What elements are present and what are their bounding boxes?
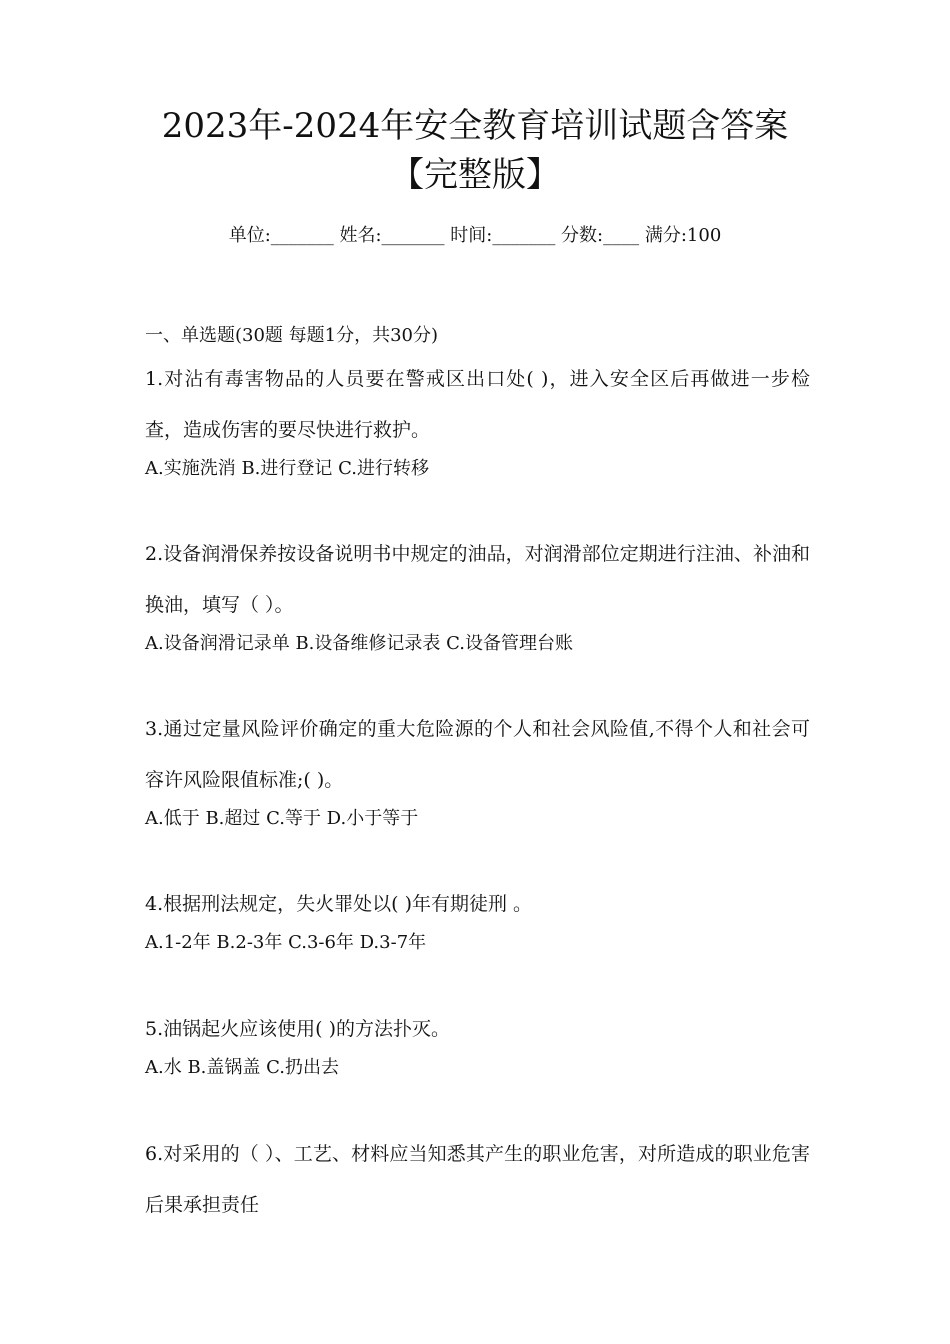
question-stem: 3.通过定量风险评价确定的重大危险源的个人和社会风险值,不得个人和社会可容许风险限值标准;( )。 (145, 718, 810, 791)
document-title: 2023年-2024年安全教育培训试题含答案 (161, 106, 789, 146)
question-2 (145, 529, 810, 656)
question-options: A.实施洗消 B.进行登记 C.进行转移 (145, 458, 429, 479)
question-stem: 4.根据刑法规定，失火罪处以( )年有期徒刑 。 (145, 893, 533, 915)
question-4 (145, 879, 810, 955)
question-1 (145, 354, 810, 481)
section-heading: 一、单选题(30题 每题1分，共30分) (145, 325, 439, 346)
question-options: A.水 B.盖锅盖 C.扔出去 (145, 1057, 339, 1078)
question-options: A.1-2年 B.2-3年 C.3-6年 D.3-7年 (145, 932, 427, 953)
question-stem: 6.对采用的（ ）、工艺、材料应当知悉其产生的职业危害，对所造成的职业危害后果承担责任 (145, 1143, 810, 1216)
question-stem: 1.对沾有毒害物品的人员要在警戒区出口处( )，进入安全区后再做进一步检查，造成伤害的要尽快进行救护。 (145, 368, 810, 441)
document-subtitle: 【完整版】 (390, 155, 560, 195)
question-6 (145, 1129, 810, 1232)
exam-info-line: 单位:_______ 姓名:_______ 时间:_______ 分数:____ 满分:100 (228, 225, 722, 246)
question-5 (145, 1004, 810, 1080)
question-options: A.设备润滑记录单 B.设备维修记录表 C.设备管理台账 (145, 633, 573, 654)
question-3 (145, 704, 810, 831)
question-stem: 5.油锅起火应该使用( )的方法扑灭。 (145, 1018, 450, 1040)
question-options: A.低于 B.超过 C.等于 D.小于等于 (145, 808, 419, 829)
question-stem: 2.设备润滑保养按设备说明书中规定的油品，对润滑部位定期进行注油、补油和换油，填写（ ）。 (145, 543, 810, 616)
